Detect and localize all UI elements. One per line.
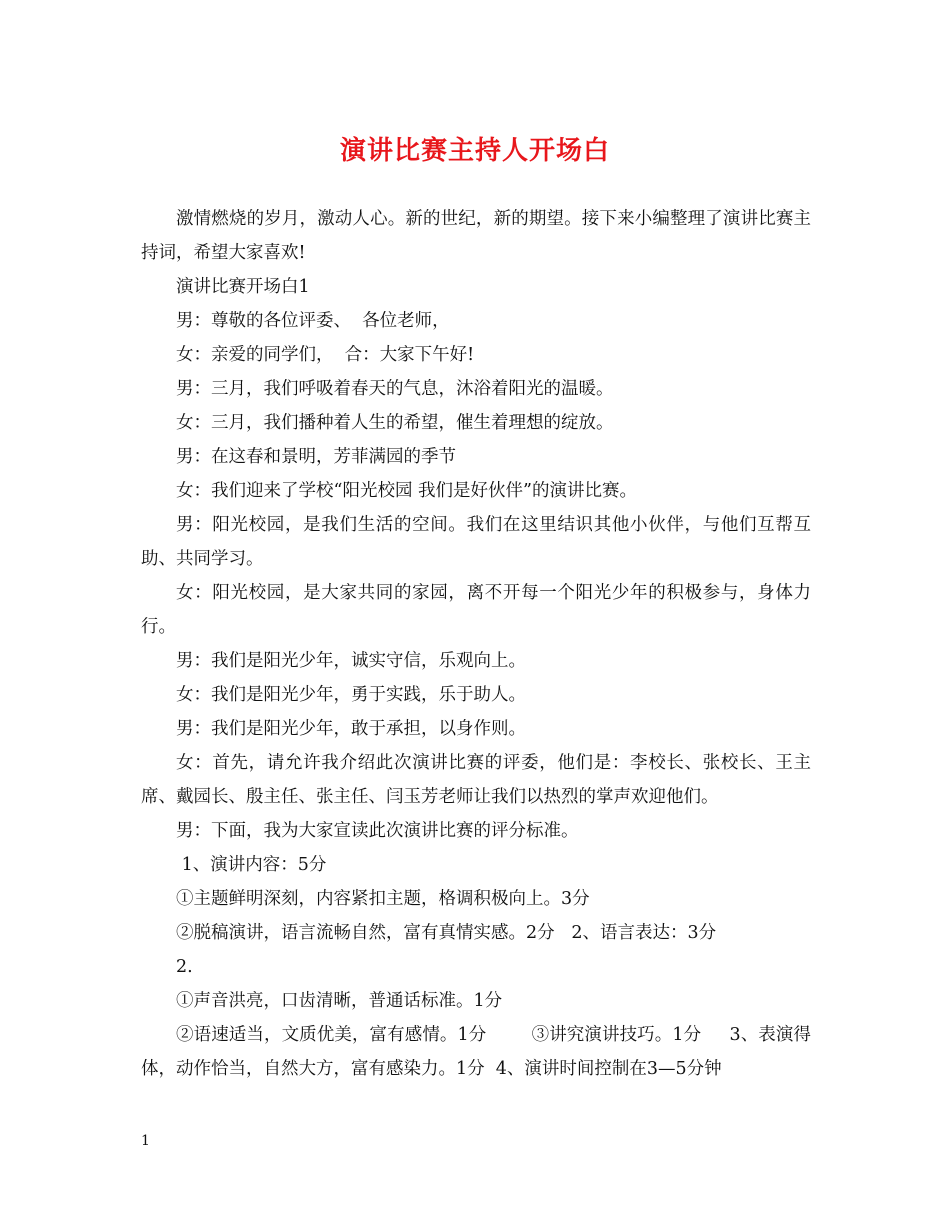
paragraph-section-heading: 演讲比赛开场白1 <box>176 277 310 297</box>
paragraph-dialogue: 女：阳光校园，是大家共同的家园，离不开每一个阳光少年的积极参与，身体力行。 <box>141 583 811 637</box>
paragraph-dialogue: 男：我们是阳光少年，敢于承担，以身作则。 <box>176 719 526 739</box>
page-number: 1 <box>141 1133 150 1149</box>
paragraph-intro: 激情燃烧的岁月，激动人心。新的世纪，新的期望。接下来小编整理了演讲比赛主持词，希望大家喜欢! <box>141 209 811 263</box>
paragraph-dialogue: 女：亲爱的同学们， 合：大家下午好! <box>176 345 475 365</box>
document-title: 演讲比赛主持人开场白 <box>339 136 610 166</box>
paragraph-dialogue: 男：我们是阳光少年，诚实守信，乐观向上。 <box>176 651 526 671</box>
paragraph-dialogue: 男：三月，我们呼吸着春天的气息，沐浴着阳光的温暖。 <box>176 379 614 399</box>
document-body <box>141 202 811 1086</box>
paragraph-dialogue: 男：下面，我为大家宣读此次演讲比赛的评分标准。 <box>176 821 579 841</box>
paragraph-criteria: ②语速适当，文质优美，富有感情。1分 ③讲究演讲技巧。1分 3、表演得体，动作恰当，自然大方，富有感染力。1分 4、演讲时间控制在3—5分钟 <box>141 1025 811 1079</box>
paragraph-dialogue: 男：在这春和景明，芳菲满园的季节 <box>176 447 456 467</box>
paragraph-criteria: 1、演讲内容：5分 <box>176 855 327 875</box>
paragraph-criteria: ①声音洪亮，口齿清晰，普通话标准。1分 <box>176 991 503 1011</box>
paragraph-dialogue: 女：我们是阳光少年，勇于实践，乐于助人。 <box>176 685 526 705</box>
paragraph-dialogue: 男：阳光校园，是我们生活的空间。我们在这里结识其他小伙伴，与他们互帮互助、共同学习。 <box>141 515 811 569</box>
paragraph-dialogue: 女：三月，我们播种着人生的希望，催生着理想的绽放。 <box>176 413 614 433</box>
paragraph-dialogue: 男：尊敬的各位评委、 各位老师， <box>176 311 450 331</box>
paragraph-criteria: ②脱稿演讲，语言流畅自然，富有真情实感。2分 2、语言表达：3分 <box>176 923 717 943</box>
paragraph-dialogue: 女：我们迎来了学校“阳光校园 我们是好伙伴”的演讲比赛。 <box>176 481 637 501</box>
paragraph-criteria: 2. <box>176 957 193 977</box>
paragraph-dialogue: 女：首先，请允许我介绍此次演讲比赛的评委，他们是：李校长、张校长、王主席、戴园长、殷主任、张主任、闫玉芳老师让我们以热烈的掌声欢迎他们。 <box>141 753 811 807</box>
paragraph-criteria: ①主题鲜明深刻，内容紧扣主题，格调积极向上。3分 <box>176 889 590 909</box>
